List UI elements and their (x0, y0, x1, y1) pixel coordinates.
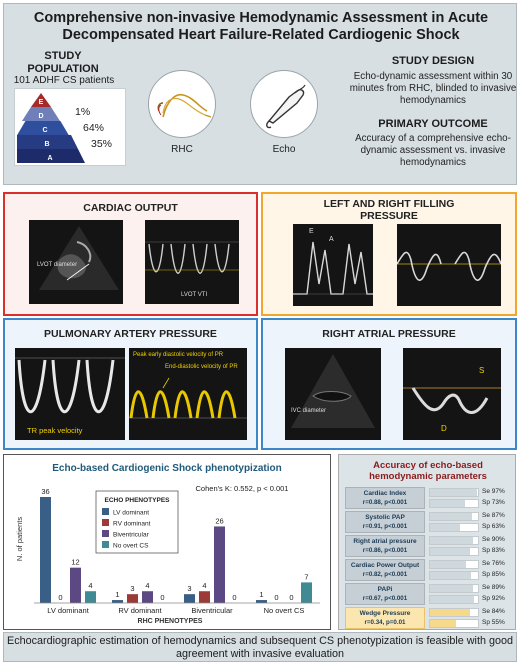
accuracy-row (345, 559, 511, 581)
bar-no-overt-cs-lv-dominant (256, 600, 267, 603)
accuracy-title: Accuracy of echo-based hemodynamic parameters (369, 460, 487, 482)
legend-swatch (102, 508, 109, 515)
bar-value-label: 4 (202, 581, 207, 591)
phenotype-chart-box (3, 454, 331, 630)
sp-bar-fill (430, 548, 470, 555)
x-axis-label: RHC PHENOTYPES (137, 618, 203, 625)
accuracy-param-label (345, 559, 425, 581)
accuracy-row (345, 583, 511, 605)
se-bar-fill (430, 561, 466, 568)
sp-bar-track (429, 547, 479, 556)
a-wave-label: A (329, 236, 334, 243)
pct-stage-c: 35% (91, 138, 113, 150)
panel-title-cardiac-output: CARDIAC OUTPUT (83, 202, 178, 214)
legend-label: RV dominant (113, 520, 151, 528)
legend-label: No overt CS (113, 542, 149, 550)
se-bar-track (429, 512, 479, 521)
pyramid-label-c: C (42, 127, 48, 134)
bar-value-label: 4 (145, 581, 150, 591)
bar-value-label: 7 (304, 572, 309, 582)
bar-value-label: 1 (259, 590, 264, 600)
ivc-diameter-label: IVC diameter (291, 408, 327, 414)
bar-rv-dominant-rv-dominant (127, 594, 138, 603)
se-bar-fill (430, 489, 477, 496)
echo-circle (250, 70, 318, 138)
accuracy-param-name: Cardiac Index (363, 490, 407, 497)
sp-bar-fill (430, 596, 474, 603)
tissue-doppler-image (397, 224, 501, 306)
accuracy-param-name: Cardiac Power Output (350, 562, 420, 569)
scai-pyramid-card (14, 88, 126, 166)
se-bar-track (429, 560, 479, 569)
se-value: Se 87% (482, 512, 505, 519)
accuracy-param-stat: r=0.88, p<0.001 (362, 499, 408, 506)
bar-biventricular-lv-dominant (184, 594, 195, 603)
panel-title-rap: RIGHT ATRIAL PRESSURE (322, 328, 456, 340)
pyramid-label-b: B (44, 141, 50, 148)
accuracy-param-label (345, 535, 425, 557)
bar-lv-dominant-lv-dominant (40, 497, 51, 603)
bar-rv-dominant-biventricular (142, 591, 153, 603)
chart-title: Echo-based Cardiogenic Shock phenotypization (52, 463, 282, 474)
accuracy-panel (338, 454, 516, 630)
sp-value: Sp 92% (482, 595, 505, 602)
accuracy-param-label (345, 511, 425, 533)
legend-swatch (102, 530, 109, 537)
sp-bar-fill (430, 620, 456, 627)
panel-filling-pressure (261, 192, 517, 316)
se-value: Se 97% (482, 488, 505, 495)
bar-value-label: 26 (215, 516, 224, 526)
bar-lv-dominant-biventricular (70, 568, 81, 603)
se-value: Se 89% (482, 584, 505, 591)
x-tick-label: Biventricular (191, 606, 233, 615)
panel-title-pap: PULMONARY ARTERY PRESSURE (44, 328, 217, 340)
accuracy-param-name: Right atrial pressure (353, 538, 417, 545)
pr-end-diastolic-label: End-diastolic velocity of PR (165, 364, 238, 370)
pct-stage-d: 64% (83, 122, 105, 134)
accuracy-row (345, 607, 511, 629)
accuracy-param-stat: r=0.67, p<0.001 (362, 595, 408, 602)
se-bar-fill (430, 537, 473, 544)
se-bar-track (429, 584, 479, 593)
pyramid-label-a: A (47, 155, 53, 162)
pr-peak-label: Peak early diastolic velocity of PR (133, 352, 224, 358)
pyramid-label-d: D (38, 113, 44, 120)
x-tick-label: No overt CS (263, 606, 305, 615)
sp-bar-track (429, 619, 479, 628)
rhc-circle (148, 70, 216, 138)
se-value: Se 76% (482, 560, 505, 567)
pct-stage-e: 1% (75, 106, 91, 118)
panel-pulmonary-artery-pressure (3, 318, 258, 450)
x-tick-label: LV dominant (47, 606, 89, 615)
pr-doppler-image (129, 348, 247, 440)
bar-value-label: 3 (187, 584, 192, 594)
sp-value: Sp 85% (482, 571, 505, 578)
accuracy-param-stat: r=0.86, p<0.001 (362, 547, 408, 554)
rhc-label: RHC (171, 144, 193, 155)
accuracy-param-label (345, 583, 425, 605)
bar-no-overt-cs-no-overt-cs (301, 582, 312, 603)
sp-bar-fill (430, 572, 471, 579)
se-value: Se 90% (482, 536, 505, 543)
se-bar-track (429, 536, 479, 545)
sp-bar-fill (430, 524, 460, 531)
legend-swatch (102, 519, 109, 526)
accuracy-param-stat: r=0.82, p<0.001 (362, 571, 408, 578)
accuracy-param-name: PAPi (377, 586, 393, 593)
se-bar-fill (430, 585, 473, 592)
lvot-echo-image (29, 220, 123, 304)
lvot-vti-label: LVOT VTI (181, 292, 208, 298)
y-axis-label: N. of patients (15, 516, 24, 562)
phenotype-bar-chart (4, 477, 330, 627)
sp-bar-track (429, 571, 479, 580)
legend-label: LV dominant (113, 509, 150, 517)
accuracy-param-name: Wedge Pressure (359, 610, 411, 617)
panel-cardiac-output (3, 192, 258, 316)
se-bar-fill (430, 513, 472, 520)
accuracy-param-label (345, 607, 425, 629)
e-wave-label: E (309, 228, 314, 235)
accuracy-param-stat: r=0.91, p<0.001 (362, 523, 408, 530)
catheter-icon (149, 71, 217, 139)
outcome-text: Accuracy of a comprehensive echo-dynamic assessment vs. invasive hemodynamics (355, 133, 511, 168)
accuracy-param-stat: r=0.34, p=0.01 (364, 619, 406, 626)
mitral-inflow-doppler-image (293, 224, 373, 306)
bar-biventricular-rv-dominant (199, 591, 210, 603)
sp-value: Sp 63% (482, 523, 505, 530)
s-wave-label: S (479, 366, 485, 375)
accuracy-row (345, 535, 511, 557)
legend-swatch (102, 541, 109, 548)
sp-value: Sp 55% (482, 619, 505, 626)
study-summary-box (3, 3, 517, 185)
pyramid-label-e: E (38, 99, 44, 106)
accuracy-row (345, 487, 511, 509)
bar-value-label: 36 (41, 487, 50, 496)
sp-value: Sp 73% (482, 499, 505, 506)
design-text: Echo-dynamic assessment within 30 minutes from RHC, blinded to invasive hemodynamics (349, 71, 517, 106)
scai-pyramid-graphic (15, 89, 127, 167)
tr-doppler-image (15, 348, 125, 440)
panel-title-filling-pressure: LEFT AND RIGHT FILLING PRESSURE (323, 198, 455, 222)
se-bar-fill (430, 609, 470, 616)
bar-lv-dominant-no-overt-cs (85, 591, 96, 603)
hepatic-vein-doppler-image (403, 348, 501, 440)
bar-value-label: 0 (289, 593, 294, 602)
x-tick-label: RV dominant (118, 606, 162, 615)
sp-bar-track (429, 595, 479, 604)
accuracy-param-name: Systolic PAP (365, 514, 405, 521)
lvot-diameter-label: LVOT diameter (37, 262, 78, 268)
tr-peak-velocity-label: TR peak velocity (27, 426, 83, 435)
bar-value-label: 0 (160, 593, 165, 602)
main-title: Comprehensive non-invasive Hemodynamic Assessment in Acute Decompensated Heart Failure-Related Cardiogenic Shock (33, 10, 489, 43)
bar-value-label: 0 (58, 593, 63, 602)
outcome-title: PRIMARY OUTCOME (378, 118, 488, 130)
legend-label: Biventricular (113, 531, 149, 539)
population-subtitle: 101 ADHF CS patients (13, 75, 115, 86)
bar-value-label: 3 (130, 584, 135, 594)
sp-bar-fill (430, 500, 465, 507)
accuracy-row (345, 511, 511, 533)
sp-value: Sp 83% (482, 547, 505, 554)
ultrasound-probe-icon (251, 71, 319, 139)
cohen-kappa-annotation: Cohen's K: 0.552, p < 0.001 (195, 484, 289, 493)
panel-right-atrial-pressure (261, 318, 517, 450)
ivc-echo-image (285, 348, 381, 440)
bar-value-label: 0 (232, 593, 237, 602)
sp-bar-track (429, 499, 479, 508)
population-title: STUDY POPULATION (27, 50, 99, 75)
se-bar-track (429, 608, 479, 617)
accuracy-param-label (345, 487, 425, 509)
bar-value-label: 0 (274, 593, 279, 602)
se-value: Se 84% (482, 608, 505, 615)
echo-label: Echo (272, 144, 296, 155)
bar-value-label: 12 (71, 557, 80, 567)
bar-biventricular-biventricular (214, 526, 225, 603)
design-title: STUDY DESIGN (391, 55, 475, 67)
bar-value-label: 1 (115, 590, 120, 600)
bar-value-label: 4 (88, 581, 93, 591)
d-wave-label: D (441, 424, 447, 433)
conclusion-banner: Echocardiographic estimation of hemodynamics and subsequent CS phenotypization is feasible with good agreement with invasive evaluation (3, 632, 517, 662)
legend-title: ECHO PHENOTYPES (104, 497, 170, 504)
se-bar-track (429, 488, 479, 497)
lvot-vti-doppler-image (145, 220, 239, 304)
sp-bar-track (429, 523, 479, 532)
bar-rv-dominant-lv-dominant (112, 600, 123, 603)
